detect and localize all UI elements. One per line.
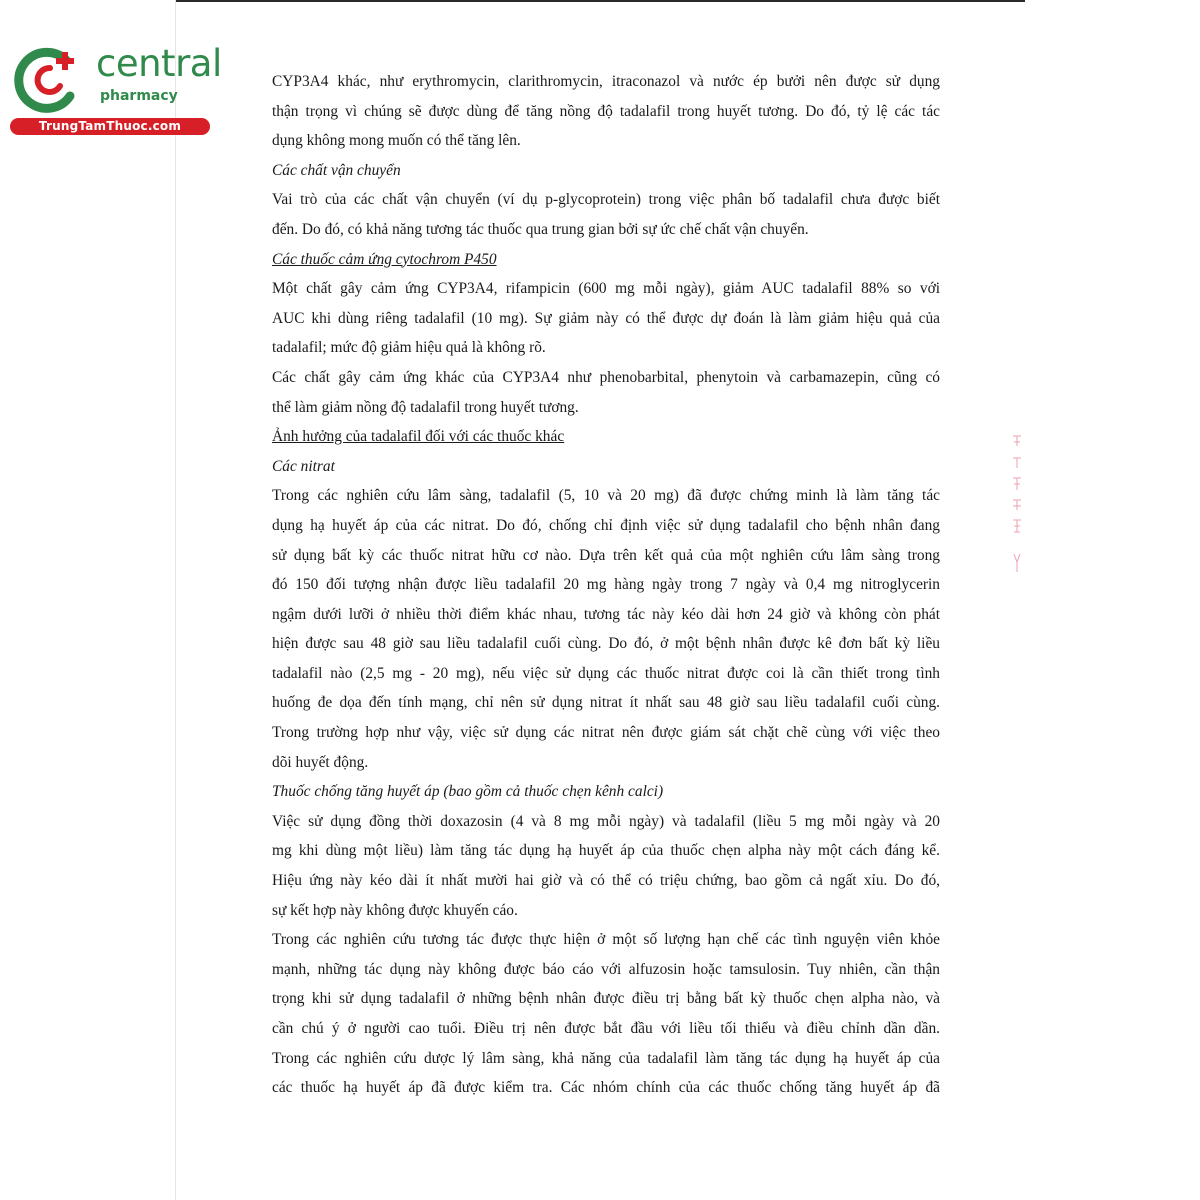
central-pharmacy-logo xyxy=(10,38,222,138)
section-heading: Thuốc chống tăng huyết áp (bao gồm cả thuốc chẹn kênh calci) xyxy=(272,783,664,801)
text-line: sử dụng bất kỳ các thuốc nitrat hữu cơ nào. Dựa trên kết quả của một nghiên cứu lâm sàng trong xyxy=(272,546,940,564)
section-heading: Các chất vận chuyển xyxy=(272,161,401,179)
section-heading: Các nitrat xyxy=(272,457,335,475)
text-line: AUC khi dùng riêng tadalafil (10 mg). Sự giảm này có thể được dự đoán là làm giảm hiệu quả của xyxy=(272,309,940,327)
text-line: Trong các nghiên cứu dược lý lâm sàng, khả năng của tadalafil làm tăng tác dụng hạ huyết áp của xyxy=(272,1049,940,1067)
text-line: thận trọng vì chúng sẽ được dùng để tăng nồng độ tadalafil trong huyết tương. Do đó, tỷ lệ các tác xyxy=(272,102,940,120)
text-line: mg khi dùng một liều) làm tăng tác dụng hạ huyết áp của thuốc chẹn alpha này một cách đáng kể. xyxy=(272,842,940,860)
top-rule xyxy=(175,0,1025,2)
text-line: ngậm dưới lưỡi ở nhiều thời điểm khác nhau, tương tác này kéo dài hơn 24 giờ và không còn phát xyxy=(272,605,940,623)
text-line: tadalafil; mức độ giảm hiệu quả là không rõ. xyxy=(272,339,546,357)
text-line: các thuốc hạ huyết áp đã được kiểm tra. Các nhóm chính của các thuốc chống tăng huyết áp đã xyxy=(272,1079,940,1097)
text-line: mạnh, những tác dụng này không được báo cáo với alfuzosin hoặc tamsulosin. Tuy nhiên, cần thận xyxy=(272,960,940,978)
text-line: Hiệu ứng này kéo dài ít nhất mười hai giờ và có thể có triệu chứng, bao gồm cả ngất xỉu. Do đó, xyxy=(272,872,940,890)
pharmacy-cross-logo-icon xyxy=(10,38,90,118)
text-line: sự kết hợp này không được khuyến cáo. xyxy=(272,901,518,919)
text-line: hiện được sau 48 giờ sau liều tadalafil cuối cùng. Do đó, ở một bệnh nhân được kê đơn bất kỳ liều xyxy=(272,635,940,653)
section-heading: Các thuốc cảm ứng cytochrom P450 xyxy=(272,250,497,268)
text-line: đến. Do đó, có khả năng tương tác thuốc qua trung gian bởi sự ức chế chất vận chuyển. xyxy=(272,220,809,238)
section-heading: Ảnh hưởng của tadalafil đối với các thuốc khác xyxy=(272,428,565,446)
logo-site-banner: TrungTamThuoc.com xyxy=(10,118,210,135)
text-line: Vai trò của các chất vận chuyển (ví dụ p-glycoprotein) trong việc phân bố tadalafil chưa được biết xyxy=(272,191,940,209)
text-line: Việc sử dụng đồng thời doxazosin (4 và 8 mg mỗi ngày) và tadalafil (liều 5 mg mỗi ngày và 20 xyxy=(272,812,940,830)
text-line: thể làm giảm nồng độ tadalafil trong huyết tương. xyxy=(272,398,579,416)
logo-subtitle: pharmacy xyxy=(100,88,178,104)
text-line: tadalafil nào (2,5 mg - 20 mg), nếu việc sử dụng các thuốc nitrat được coi là cần thiết trong tình xyxy=(272,664,940,682)
logo-name: central xyxy=(96,42,222,85)
text-line: CYP3A4 khác, như erythromycin, clarithromycin, itraconazol và nước ép bưởi nên được sử dụng xyxy=(272,73,940,90)
text-line: Trong các nghiên cứu lâm sàng, tadalafil (5, 10 và 20 mg) đã được chứng minh là làm tăng tác xyxy=(272,487,940,505)
text-line: Một chất gây cảm ứng CYP3A4, rifampicin (600 mg mỗi ngày), giảm AUC tadalafil 88% so với xyxy=(272,280,940,298)
margin-stamp-marks xyxy=(1010,432,1024,582)
text-line: dụng không mong muốn có thể tăng lên. xyxy=(272,132,521,150)
text-line: cần chú ý ở người cao tuổi. Điều trị nên được bắt đầu với liều tối thiểu và điều chỉnh dần dần. xyxy=(272,1020,940,1037)
document-body xyxy=(272,67,972,1103)
text-line: đó 150 đối tượng nhận được liều tadalafil 20 mg hàng ngày trong 7 ngày và 0,4 mg nitroglycerin xyxy=(272,576,940,594)
text-line: dõi huyết động. xyxy=(272,753,369,771)
text-line: huống đe dọa đến tính mạng, chỉ nên sử dụng nitrat ít nhất sau 48 giờ sau liều tadalafil cuối cùng. xyxy=(272,694,940,712)
text-line: Các chất gây cảm ứng khác của CYP3A4 như phenobarbital, phenytoin và carbamazepin, cũng có xyxy=(272,368,940,386)
page-edge xyxy=(175,0,176,1200)
text-line: Trong trường hợp như vậy, việc sử dụng các nitrat nên được giám sát chặt chẽ cùng với việc theo xyxy=(272,724,940,742)
text-line: dụng hạ huyết áp của các nitrat. Do đó, chống chỉ định việc sử dụng tadalafil cho bệnh nhân đang xyxy=(272,516,940,534)
text-line: Trong các nghiên cứu tương tác được thực hiện ở một số lượng hạn chế các tình nguyện viên khỏe xyxy=(272,931,940,949)
text-line: trọng khi sử dụng tadalafil ở những bệnh nhân được điều trị bằng bất kỳ thuốc chẹn alpha nào, và xyxy=(272,990,940,1008)
